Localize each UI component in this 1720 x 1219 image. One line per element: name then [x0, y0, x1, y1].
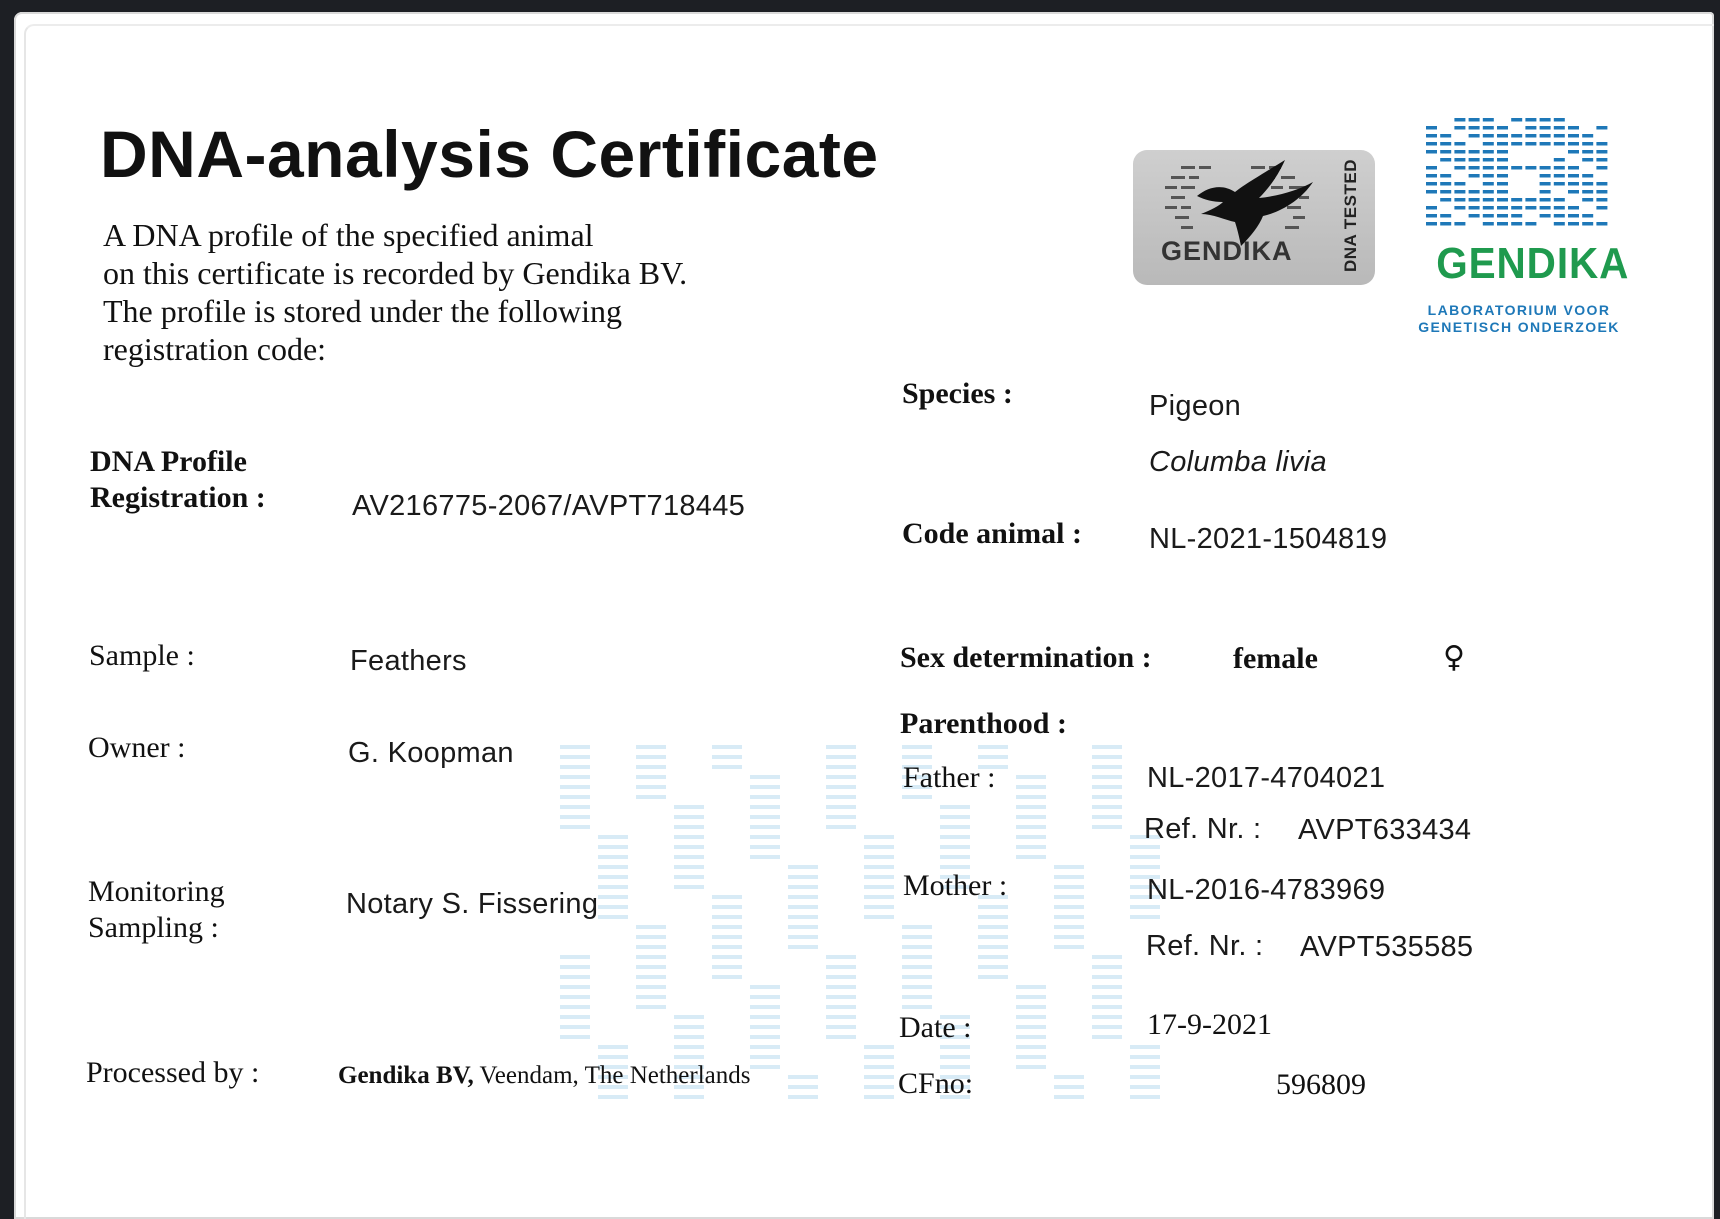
bird-silhouette-icon	[1189, 156, 1319, 248]
intro-text: A DNA profile of the specified animal on this certificate is recorded by Gendika BV. The profile is stored under the following registration code:	[103, 217, 688, 367]
father-value: NL-2017-4704021	[1147, 762, 1386, 794]
processed-value: Gendika BV, Veendam, The Netherlands	[338, 1062, 751, 1089]
father-ref-label: Ref. Nr. :	[1144, 813, 1262, 845]
date-label: Date :	[899, 1011, 972, 1044]
father-label: Father :	[903, 761, 996, 794]
species-value: Pigeon	[1149, 390, 1242, 422]
mother-value: NL-2016-4783969	[1147, 874, 1386, 906]
watermark-barcode-icon	[560, 745, 1180, 1115]
cfno-label: CFno:	[898, 1067, 974, 1100]
certificate-title: DNA-analysis Certificate	[100, 117, 879, 191]
registration-value: AV216775-2067/AVPT718445	[352, 490, 746, 522]
sample-value: Feathers	[350, 645, 467, 677]
logo-name: GENDIKA	[1436, 239, 1630, 288]
sex-label: Sex determination :	[900, 641, 1152, 674]
registration-label: DNA Profile Registration :	[90, 445, 266, 514]
sample-label: Sample :	[89, 639, 195, 672]
parenthood-label: Parenthood :	[900, 707, 1067, 740]
code-animal-value: NL-2021-1504819	[1149, 523, 1388, 555]
date-value: 17-9-2021	[1147, 1008, 1272, 1041]
monitoring-label: Monitoring Sampling :	[88, 875, 225, 944]
mother-ref-label: Ref. Nr. :	[1146, 930, 1264, 962]
mother-ref-value: AVPT535585	[1300, 931, 1474, 963]
monitoring-value: Notary S. Fissering	[346, 888, 599, 920]
father-ref-value: AVPT633434	[1298, 814, 1472, 846]
mother-label: Mother :	[903, 869, 1008, 902]
female-symbol-icon: ♀	[1443, 640, 1465, 675]
species-label: Species :	[902, 377, 1013, 410]
stamp-vertical-text: DNA TESTED	[1341, 159, 1360, 272]
code-animal-label: Code animal :	[902, 517, 1082, 550]
cfno-value: 596809	[1276, 1068, 1366, 1101]
dna-barcode-g-icon	[1426, 118, 1612, 230]
logo-subtitle: LABORATORIUM VOOR GENETISCH ONDERZOEK	[1418, 302, 1620, 335]
owner-value: G. Koopman	[348, 737, 514, 769]
dna-tested-stamp	[1133, 150, 1375, 285]
processed-label: Processed by :	[86, 1056, 260, 1089]
sex-value: female	[1233, 642, 1318, 675]
owner-label: Owner :	[88, 731, 186, 764]
stamp-brand-text: GENDIKA	[1161, 236, 1293, 266]
species-latin: Columba livia	[1149, 446, 1327, 478]
